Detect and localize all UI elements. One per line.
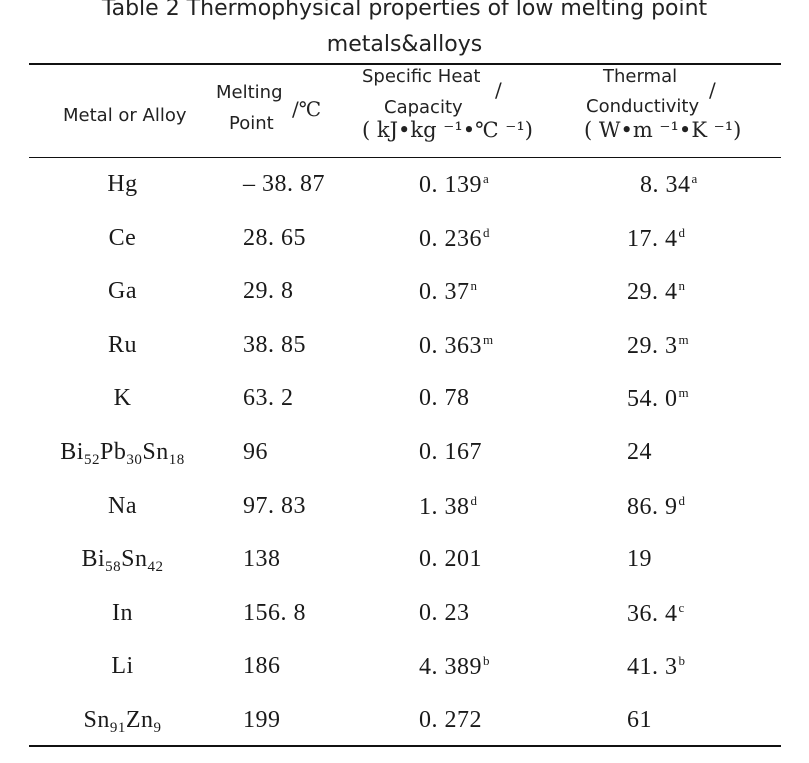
cell-melting-point: 63. 2 xyxy=(243,385,294,412)
cell-thermal-conductivity: 41. 3$^b$ xyxy=(627,653,686,681)
cell-melting-point: 29. 8 xyxy=(243,278,294,305)
footnote-marker: m xyxy=(678,331,690,347)
table-row xyxy=(0,332,809,385)
header-melting-unit: /℃ xyxy=(292,97,322,121)
cell-metal: In xyxy=(112,599,133,626)
footnote-marker: d xyxy=(483,224,490,240)
cell-specific-heat: 1. 38$^d$ xyxy=(419,492,478,520)
header-metal: Metal or Alloy xyxy=(63,105,187,126)
header-melting-line1: Melting xyxy=(216,82,283,103)
cell-thermal-conductivity: 29. 4$^n$ xyxy=(627,278,686,306)
cell-metal: K xyxy=(113,385,132,412)
table-row xyxy=(0,278,809,331)
header-tc-slash: / xyxy=(709,78,716,102)
top-rule xyxy=(29,63,781,65)
footnote-marker: d xyxy=(678,224,686,240)
cell-thermal-conductivity: 86. 9$^d$ xyxy=(627,492,686,520)
caption-line-1: Table 2 Thermophysical properties of low melting point xyxy=(101,0,708,21)
cell-specific-heat: 4. 389$^b$ xyxy=(419,653,490,681)
cell-specific-heat: 0. 37$^n$ xyxy=(419,278,478,306)
cell-metal: $Bi_{52}Pb_{30}Sn_{18}$ xyxy=(60,439,185,468)
footnote-marker: n xyxy=(470,278,478,294)
cell-melting-point: 97. 83 xyxy=(243,492,306,519)
table-row xyxy=(0,707,809,760)
cell-specific-heat: 0. 23 xyxy=(419,599,470,626)
cell-metal: $Sn_{91}Zn_9$ xyxy=(83,707,162,736)
table-row xyxy=(0,600,809,653)
cell-metal: Ce xyxy=(108,224,137,251)
footnote-marker: n xyxy=(678,278,686,294)
cell-thermal-conductivity: 29. 3$^m$ xyxy=(627,331,690,359)
header-melting-line2: Point xyxy=(229,113,274,134)
footnote-marker: b xyxy=(678,653,686,669)
cell-melting-point: 28. 65 xyxy=(243,224,306,251)
header-cp-unit: ( kJ•kg ⁻¹•℃ ⁻¹) xyxy=(362,118,533,142)
header-cp-slash: / xyxy=(495,78,502,102)
cell-metal: $Bi_{58}Sn_{42}$ xyxy=(81,546,164,576)
cell-specific-heat: 0. 167 xyxy=(419,439,482,465)
table-row xyxy=(0,385,809,438)
table-row xyxy=(0,546,809,599)
cell-melting-point: 199 xyxy=(243,707,281,733)
caption-line-2: metals&alloys xyxy=(326,32,483,57)
cell-thermal-conductivity: 17. 4$^d$ xyxy=(627,224,686,252)
cell-melting-point: 186 xyxy=(243,653,281,680)
cell-metal: Hg xyxy=(107,171,138,197)
cell-specific-heat: 0. 78 xyxy=(419,385,470,412)
cell-specific-heat: 0. 363$^m$ xyxy=(419,331,494,359)
cell-thermal-conductivity: 8. 34$^a$ xyxy=(640,171,698,198)
cell-melting-point: 138 xyxy=(243,546,281,573)
cell-melting-point: 38. 85 xyxy=(243,331,306,358)
footnote-marker: c xyxy=(678,599,685,615)
footnote-marker: m xyxy=(678,385,690,401)
cell-thermal-conductivity: 54. 0$^m$ xyxy=(627,385,690,413)
table-row xyxy=(0,439,809,492)
cell-specific-heat: 0. 272 xyxy=(419,707,482,733)
cell-specific-heat: 0. 201 xyxy=(419,546,482,573)
table-row xyxy=(0,225,809,278)
table-row xyxy=(0,171,809,224)
cell-metal: Li xyxy=(111,653,134,680)
cell-metal: Ga xyxy=(108,278,137,305)
bottom-rule xyxy=(29,745,781,747)
cell-thermal-conductivity: 19 xyxy=(627,546,652,573)
table-row xyxy=(0,493,809,546)
cell-thermal-conductivity: 61 xyxy=(627,707,652,733)
cell-specific-heat: 0. 236$^d$ xyxy=(419,224,490,252)
cell-melting-point: 96 xyxy=(243,439,268,465)
footnote-marker: m xyxy=(483,331,494,347)
header-tc-unit: ( W•m ⁻¹•K ⁻¹) xyxy=(584,118,742,142)
header-tc-line2: Conductivity xyxy=(586,96,700,117)
cell-thermal-conductivity: 36. 4$^c$ xyxy=(627,599,685,627)
footnote-marker: d xyxy=(470,492,478,508)
table-row xyxy=(0,653,809,706)
cell-melting-point: 156. 8 xyxy=(243,599,306,626)
cell-melting-point: – 38. 87 xyxy=(243,171,325,197)
cell-specific-heat: 0. 139$^a$ xyxy=(419,171,490,198)
header-tc-line1: Thermal xyxy=(603,66,678,87)
footnote-marker: b xyxy=(483,653,490,669)
header-cp-line2: Capacity xyxy=(384,97,463,118)
cell-thermal-conductivity: 24 xyxy=(627,439,652,465)
header-rule xyxy=(29,157,781,158)
header-cp-line1: Specific Heat xyxy=(362,66,481,87)
footnote-marker: a xyxy=(483,171,490,186)
footnote-marker: d xyxy=(678,492,686,508)
cell-metal: Ru xyxy=(107,331,137,358)
footnote-marker: a xyxy=(691,171,698,186)
cell-metal: Na xyxy=(108,492,137,519)
